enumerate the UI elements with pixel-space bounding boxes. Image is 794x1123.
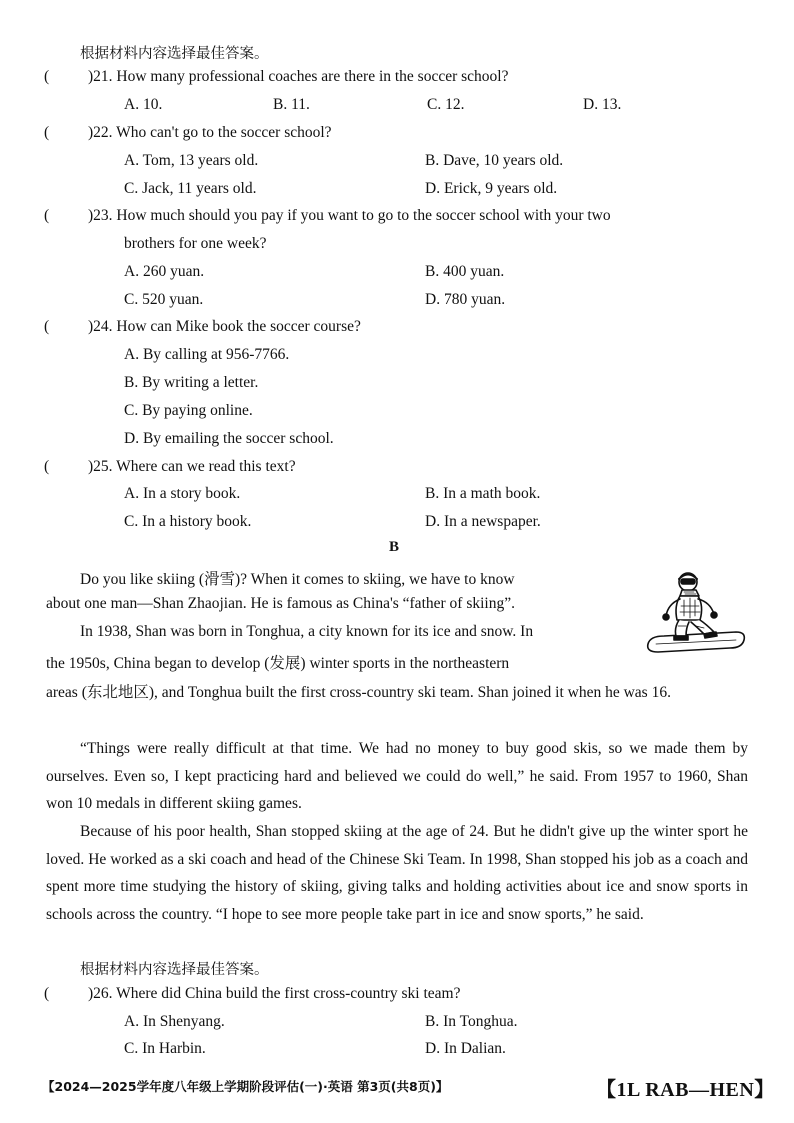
option-23-c: C. 520 yuan. (124, 291, 204, 308)
section-heading-b: B (389, 539, 400, 555)
option-22-b: B. Dave, 10 years old. (425, 152, 564, 169)
option-25-c: C. In a history book. (124, 513, 252, 530)
question-23: )23. How much should you pay if you want to go to the soccer school with your two (88, 207, 611, 224)
option-21-b: B. 11. (273, 96, 310, 113)
passage-p1-line2: about one man—Shan Zhaojian. He is famous as China's “father of skiing”. (46, 595, 515, 612)
passage-p2-rest: areas (东北地区), and Tonghua built the first cross-country ski team. Shan joined it when he was 16. (46, 684, 671, 701)
footer-exam-info: 【2024—2025学年度八年级上学期阶段评估(一)·英语 第3页(共8页)】 (42, 1079, 449, 1094)
option-24-b: B. By writing a letter. (124, 374, 259, 391)
option-24-c: C. By paying online. (124, 402, 253, 419)
option-24-d: D. By emailing the soccer school. (124, 430, 334, 447)
answer-blank-21[interactable]: ( (44, 68, 50, 85)
passage-p2-line1: In 1938, Shan was born in Tonghua, a city known for its ice and snow. In (80, 623, 534, 640)
option-22-a: A. Tom, 13 years old. (124, 152, 259, 169)
option-25-a: A. In a story book. (124, 485, 241, 502)
passage-p3: “Things were really difficult at that time. We had no money to buy good skis, so we made them by ourselves. Even so, I kept practicing hard and believed we could do well,” he said. From 1957 to 1960, Shan won 10 medals in different skiing games. (46, 740, 748, 813)
option-22-c: C. Jack, 11 years old. (124, 180, 257, 197)
answer-blank-25[interactable]: ( (44, 458, 50, 475)
passage-p4: Because of his poor health, Shan stopped skiing at the age of 24. But he didn't give up the winter sport he loved. He worked as a ski coach and head of the Chinese Ski Team. In 1998, Shan stopped his job as a coach and spent more time studying the history of skiing, giving talks and holding activities about ice and snow sports in schools across the country. “I hope to see more people take part in ice and snow sports,” he said. (46, 823, 748, 923)
snowboarder-icon (644, 566, 748, 662)
instruction-choose-best-answer-2: 根据材料内容选择最佳答案。 (80, 962, 269, 978)
instruction-choose-best-answer: 根据材料内容选择最佳答案。 (80, 46, 269, 62)
option-23-a: A. 260 yuan. (124, 263, 205, 280)
option-24-a: A. By calling at 956-7766. (124, 346, 290, 363)
option-25-b: B. In a math book. (425, 485, 541, 502)
option-21-c: C. 12. (427, 96, 465, 113)
question-23-continuation: brothers for one week? (124, 235, 267, 252)
answer-blank-26[interactable]: ( (44, 985, 50, 1002)
option-21-d: D. 13. (583, 96, 622, 113)
question-26: )26. Where did China build the first cross-country ski team? (88, 985, 461, 1002)
answer-blank-22[interactable]: ( (44, 124, 50, 141)
option-25-d: D. In a newspaper. (425, 513, 541, 530)
footer-exam-code: 【1L RAB—HEN】 (596, 1079, 775, 1101)
question-21: )21. How many professional coaches are there in the soccer school? (88, 68, 509, 85)
option-22-d: D. Erick, 9 years old. (425, 180, 558, 197)
question-22: )22. Who can't go to the soccer school? (88, 124, 332, 141)
answer-blank-24[interactable]: ( (44, 318, 50, 335)
option-21-a: A. 10. (124, 96, 163, 113)
question-25: )25. Where can we read this text? (88, 458, 296, 475)
option-23-b: B. 400 yuan. (425, 263, 505, 280)
answer-blank-23[interactable]: ( (44, 207, 50, 224)
option-26-a: A. In Shenyang. (124, 1013, 225, 1030)
option-26-b: B. In Tonghua. (425, 1013, 518, 1030)
option-26-d: D. In Dalian. (425, 1040, 506, 1057)
passage-p2-line2: the 1950s, China began to develop (发展) winter sports in the northeastern (46, 655, 510, 672)
option-23-d: D. 780 yuan. (425, 291, 506, 308)
question-24: )24. How can Mike book the soccer course? (88, 318, 361, 335)
option-26-c: C. In Harbin. (124, 1040, 206, 1057)
passage-p1-line1: Do you like skiing (滑雪)? When it comes to skiing, we have to know (80, 571, 515, 588)
